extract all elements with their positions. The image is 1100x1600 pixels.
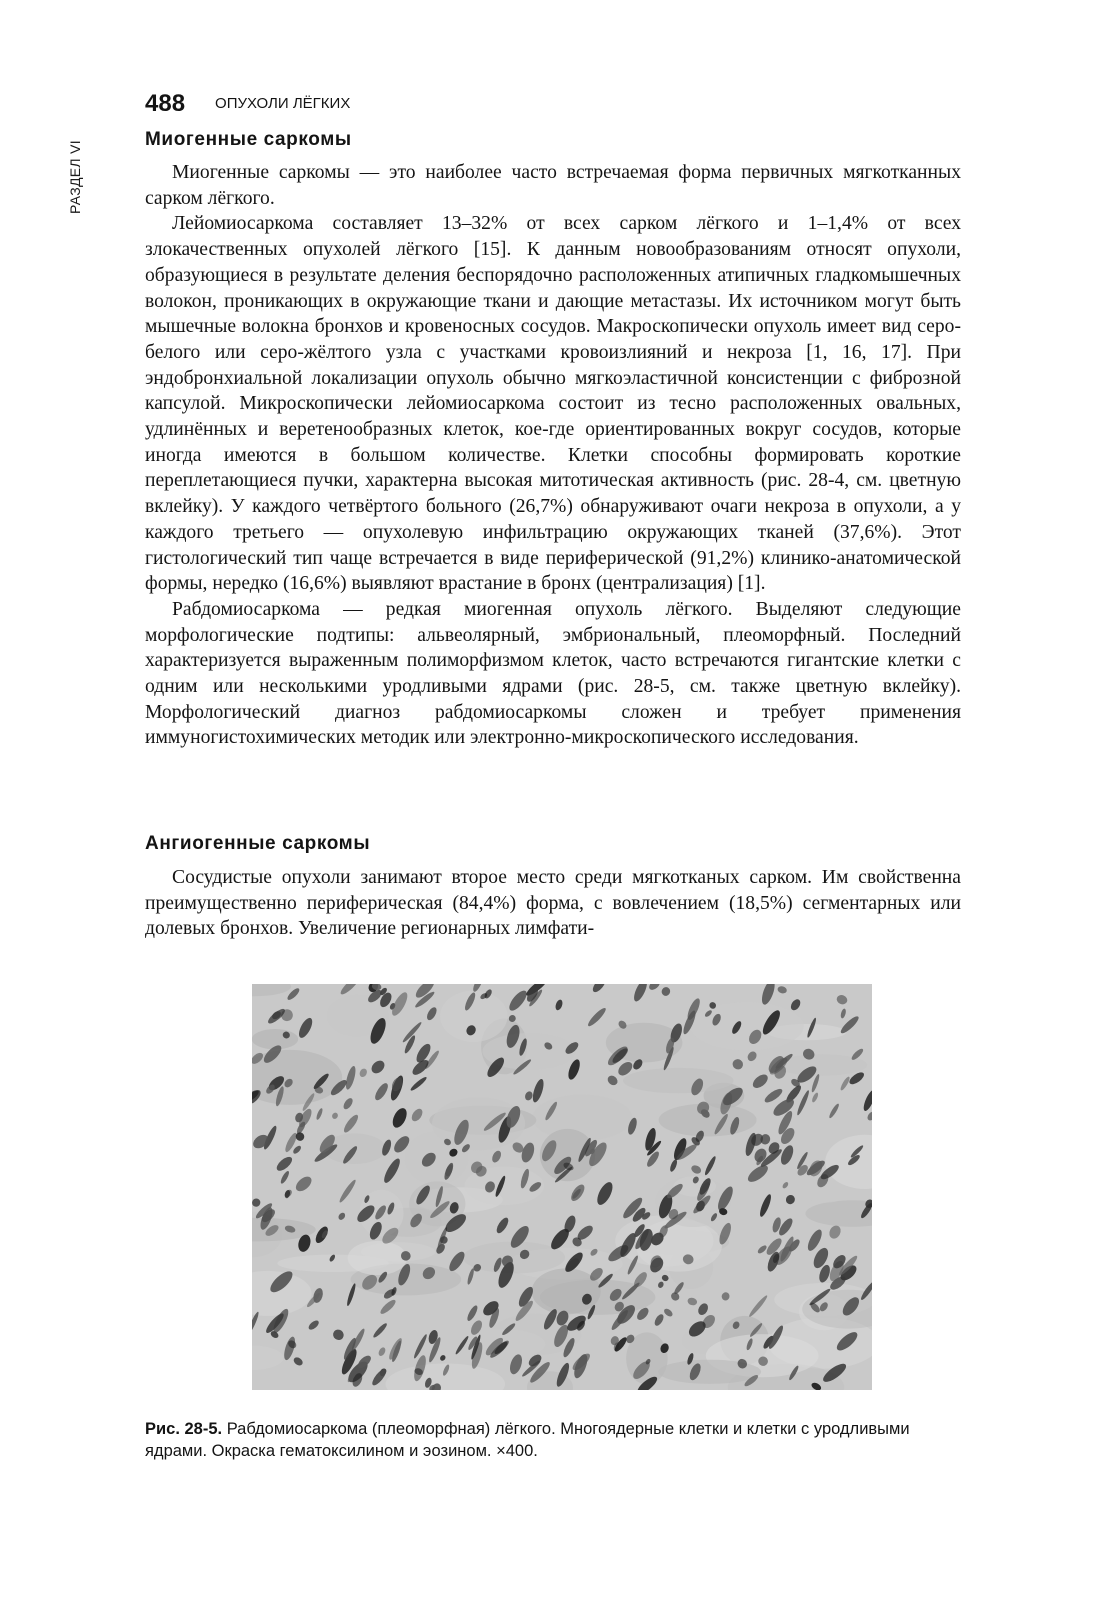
paragraph: Сосудистые опухоли занимают второе место среди мягкотканых сарком. Им свойственна преимущественно периферическая (84,4%) форма, с вовлечением (18,5%) сегментарных или долевых бронхов. Увеличение регионарных лимфати-	[145, 867, 961, 940]
figure-caption-text: Рабдомиосаркома (плеоморфная) лёгкого. Многоядерные клетки и клетки с уродливыми ядрами. Окраска гематоксилином и эозином. ×400.	[145, 1420, 910, 1460]
section-body-angiogenic	[145, 865, 961, 942]
page-number: 488	[145, 90, 186, 117]
running-title: ОПУХОЛИ ЛЁГКИХ	[215, 95, 351, 112]
section-heading-angiogenic: Ангиогенные саркомы	[145, 833, 371, 854]
paragraph: Рабдомиосаркома — редкая миогенная опухоль лёгкого. Выделяют следующие морфологические подтипы: альвеолярный, эмбриональный, плеоморфный. Последний характеризуется выраженным полиморфизмом клеток, часто встречаются гигантские клетки с одним или несколькими уродливыми ядрами (рис. 28-5, см. также цветную вклейку). Морфологический диагноз рабдомиосаркомы сложен и требует применения иммуногистохимических методик или электронно-микроскопического исследования.	[145, 598, 961, 749]
figure-label: Рис. 28-5.	[145, 1420, 223, 1438]
micrograph-figure	[252, 984, 872, 1390]
section-body-myogenic	[145, 160, 961, 751]
figure-caption	[145, 1418, 961, 1462]
running-header	[145, 84, 350, 118]
section-heading-myogenic: Миогенные саркомы	[145, 129, 352, 150]
micrograph-image	[252, 984, 872, 1390]
section-side-label	[63, 132, 87, 222]
paragraph: Миогенные саркомы — это наиболее часто встречаемая форма первичных мягкотканных сарком лёгкого.	[145, 162, 961, 209]
paragraph: Лейомиосаркома составляет 13–32% от всех сарком лёгкого и 1–1,4% от всех злокачественных опухолей лёгкого [15]. К данным новообразованиям относят опухоли, образующиеся в результате деления беспорядочно расположенных атипичных гладкомышечных волокон, проникающих в окружающие ткани и дающие метастазы. Их источником могут быть мышечные волокна бронхов и кровеносных сосудов. Макроскопически опухоль имеет вид серо-белого или серо-жёлтого узла с участками кровоизлияний и некроза [1, 16, 17]. При эндобронхиальной локализации опухоль обычно мягкоэластичной консистенции с фиброзной капсулой. Микроскопически лейомиосаркома состоит из тесно расположенных овальных, удлинённых и веретенообразных клеток, кое-где ориентированных вокруг сосудов, которые иногда имеются в большом количестве. Клетки способны формировать короткие переплетающиеся пучки, характерна высокая митотическая активность (рис. 28-4, см. цветную вклейку). У каждого четвёртого больного (26,7%) обнаруживают очаги некроза в опухоли, а у каждого третьего — опухолевую инфильтрацию окружающих тканей (37,6%). Этот гистологический тип чаще встречается в виде периферической (91,2%) клинико-анатомической формы, нередко (16,6%) выявляют врастание в бронх (централизация) [1].	[145, 213, 961, 595]
section-side-label-text: РАЗДЕЛ VI	[67, 140, 83, 214]
